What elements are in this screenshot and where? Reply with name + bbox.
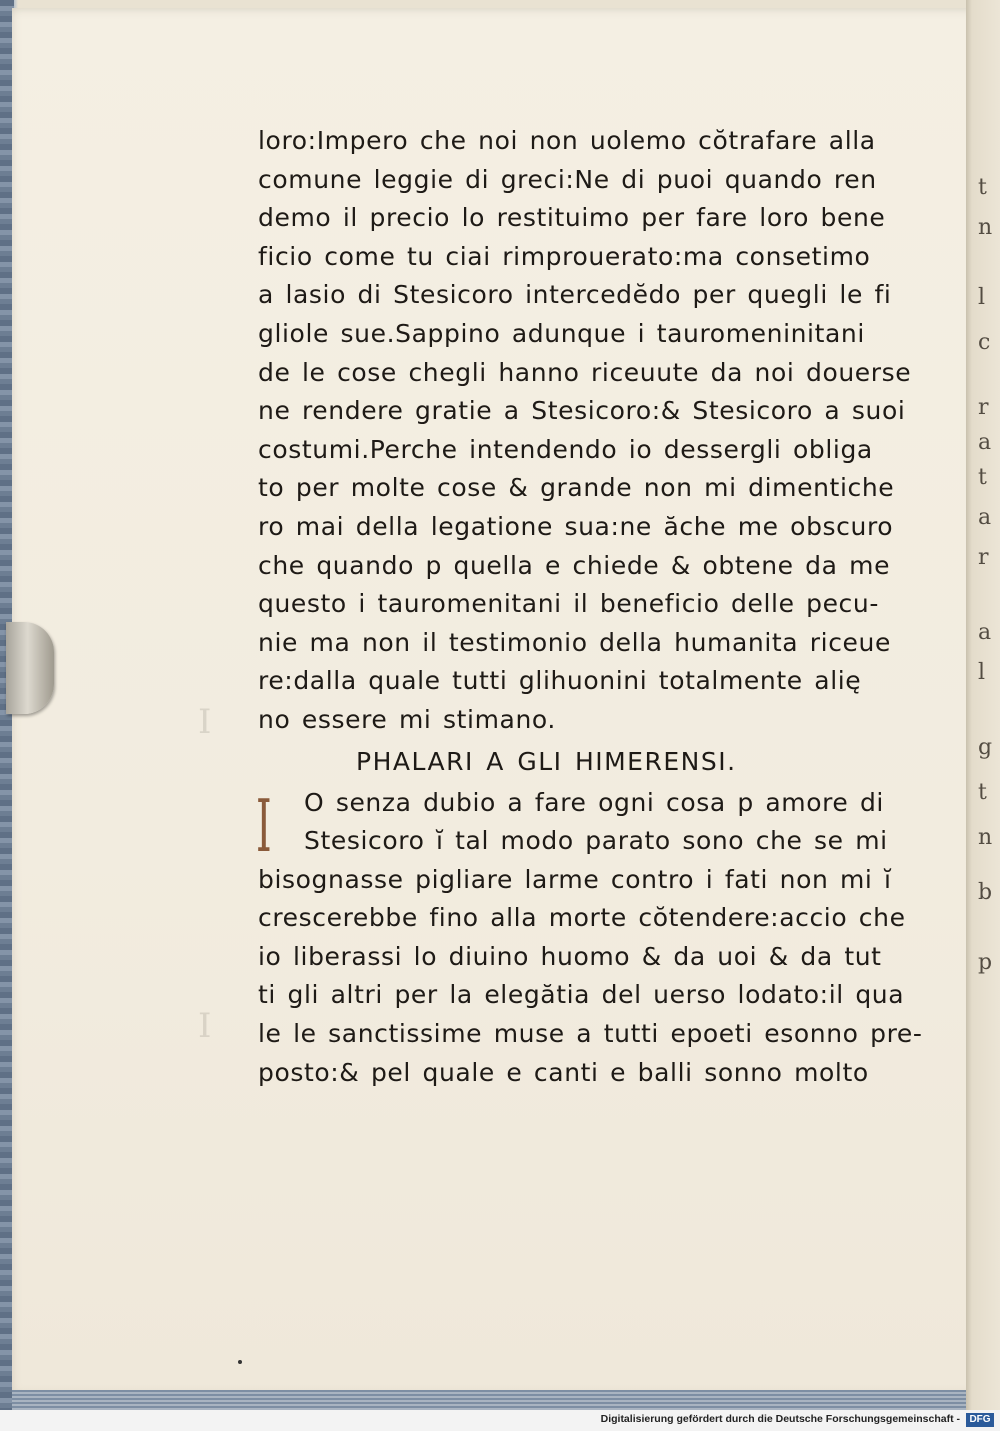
facing-page-letter: t	[978, 175, 987, 200]
text-line: costumi.Perche intendendo io dessergli obliga	[258, 434, 873, 464]
decorated-initial: I	[256, 783, 272, 868]
text-line: questo i tauromenitani il beneficio delle pecu-	[258, 589, 879, 619]
text-line: nie ma non il testimonio della humanita riceue	[258, 627, 891, 657]
funding-credit: Digitalisierung gefördert durch die Deutsche Forschungsgemeinschaft -	[600, 1413, 960, 1425]
text-line: re:dalla quale tutti glihuonini totalmente alię	[258, 666, 862, 696]
facing-page-letter: r	[978, 395, 989, 420]
text-line: loro:Impero che noi non uolemo cŏtrafare alla	[258, 126, 876, 155]
letter-body-after-wrap	[256, 783, 923, 1093]
show-through-mark: I	[198, 702, 212, 742]
text-line: a lasio di Stesicoro intercedĕdo per quegli le fi	[258, 280, 892, 310]
facing-page-letter: r	[978, 545, 989, 570]
facing-page-strip	[966, 0, 1000, 1410]
text-line: ti gli altri per la elegătia del uerso lodato:il qua	[258, 980, 905, 1010]
letter-body-before	[258, 122, 912, 740]
text-line: posto:& pel quale e canti e balli sonno molto	[258, 1057, 869, 1087]
letter-heading: PHALARI A GLI HIMERENSI.	[356, 746, 737, 776]
facing-page-letter: t	[978, 465, 987, 490]
text-line: gliole sue.Sappino adunque i tauromeninitani	[258, 318, 865, 348]
dfg-logo: DFG	[966, 1413, 994, 1427]
facing-page-letter: a	[978, 620, 992, 645]
facing-page-letter: c	[978, 330, 991, 355]
text-line: che quando p quella e chiede & obtene da me	[258, 550, 891, 580]
facing-page-letter: b	[978, 880, 993, 905]
facing-page-letter: n	[978, 215, 993, 240]
text-line: ficio come tu ciai rimprouerato:ma consetimo	[258, 241, 871, 271]
text-line: io liberassi lo diuino huomo & da uoi & da tut	[258, 941, 882, 971]
letter-text	[256, 122, 923, 1092]
letter-body-after	[258, 784, 923, 1093]
text-line: O senza dubio a fare ogni cosa p amore di	[304, 787, 884, 817]
facing-page-letter: t	[978, 780, 987, 805]
facing-page-letter: a	[978, 430, 992, 455]
text-line: bisognasse pigliare larme contro i fati non mi ĭ	[258, 864, 892, 894]
page-stack-edge	[12, 1390, 982, 1410]
ink-speck	[238, 1360, 242, 1364]
footer-bar	[0, 1410, 1000, 1431]
text-line: ne rendere gratie a Stesicoro:& Stesicoro a suoi	[258, 396, 906, 426]
facing-page-letter: p	[978, 950, 993, 975]
text-line: de le cose chegli hanno riceuute da noi douerse	[258, 357, 912, 387]
text-line: le le sanctissime muse a tutti epoeti esonno pre-	[258, 1019, 923, 1049]
text-line: demo il precio lo restituimo per fare loro bene	[258, 203, 886, 233]
show-through-mark: I	[198, 1006, 212, 1046]
text-line: to per molte cose & grande non mi dimentiche	[258, 473, 895, 503]
facing-page-letter: l	[978, 660, 986, 685]
facing-page-letter: l	[978, 285, 986, 310]
text-line: comune leggie di greci:Ne di puoi quando ren	[258, 164, 877, 194]
text-line: ro mai della legatione sua:ne ăche me obscuro	[258, 511, 894, 541]
text-line: Stesicoro ĭ tal modo parato sono che se mi	[304, 826, 888, 856]
text-line: crescerebbe fino alla morte cŏtendere:accio che	[258, 903, 906, 933]
book-clasp	[6, 622, 54, 714]
facing-page-letter: a	[978, 505, 992, 530]
facing-page-letter: n	[978, 825, 993, 850]
facing-page-letter: g	[978, 735, 993, 760]
text-line: no essere mi stimano.	[258, 704, 556, 734]
